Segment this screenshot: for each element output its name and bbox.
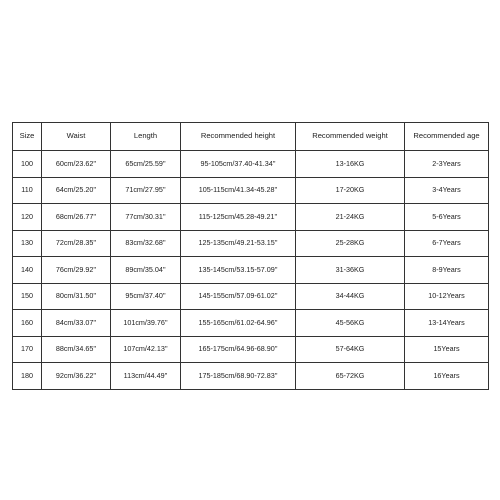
cell-length: 107cm/42.13'' <box>111 336 181 363</box>
header-recommended-height: Recommended height <box>181 123 296 151</box>
table-row <box>13 151 489 178</box>
cell-waist: 92cm/36.22'' <box>42 363 111 390</box>
cell-size: 160 <box>13 310 42 337</box>
cell-age: 5-6Years <box>405 204 489 231</box>
cell-size: 120 <box>13 204 42 231</box>
cell-size: 110 <box>13 177 42 204</box>
cell-size: 170 <box>13 336 42 363</box>
cell-height: 175-185cm/68.90-72.83'' <box>181 363 296 390</box>
cell-age: 3-4Years <box>405 177 489 204</box>
cell-age: 2-3Years <box>405 151 489 178</box>
cell-waist: 88cm/34.65'' <box>42 336 111 363</box>
cell-length: 95cm/37.40'' <box>111 283 181 310</box>
cell-height: 125-135cm/49.21-53.15'' <box>181 230 296 257</box>
cell-age: 8-9Years <box>405 257 489 284</box>
table-row <box>13 363 489 390</box>
cell-weight: 13-16KG <box>296 151 405 178</box>
cell-height: 155-165cm/61.02-64.96'' <box>181 310 296 337</box>
cell-height: 115-125cm/45.28-49.21'' <box>181 204 296 231</box>
cell-weight: 25-28KG <box>296 230 405 257</box>
table-row <box>13 257 489 284</box>
header-recommended-weight: Recommended weight <box>296 123 405 151</box>
cell-length: 83cm/32.68'' <box>111 230 181 257</box>
size-chart <box>12 122 488 390</box>
table-header-row <box>13 123 489 151</box>
cell-age: 16Years <box>405 363 489 390</box>
cell-size: 180 <box>13 363 42 390</box>
cell-size: 130 <box>13 230 42 257</box>
header-length: Length <box>111 123 181 151</box>
table-row <box>13 283 489 310</box>
cell-length: 71cm/27.95'' <box>111 177 181 204</box>
table-row <box>13 177 489 204</box>
header-recommended-age: Recommended age <box>405 123 489 151</box>
cell-waist: 76cm/29.92'' <box>42 257 111 284</box>
table-row <box>13 204 489 231</box>
cell-weight: 34-44KG <box>296 283 405 310</box>
cell-waist: 64cm/25.20'' <box>42 177 111 204</box>
size-table <box>12 122 489 390</box>
cell-length: 77cm/30.31'' <box>111 204 181 231</box>
cell-age: 10-12Years <box>405 283 489 310</box>
cell-height: 135-145cm/53.15-57.09'' <box>181 257 296 284</box>
cell-weight: 21-24KG <box>296 204 405 231</box>
cell-size: 140 <box>13 257 42 284</box>
cell-age: 6-7Years <box>405 230 489 257</box>
cell-size: 150 <box>13 283 42 310</box>
cell-weight: 45-56KG <box>296 310 405 337</box>
cell-waist: 68cm/26.77'' <box>42 204 111 231</box>
cell-age: 13-14Years <box>405 310 489 337</box>
cell-weight: 31-36KG <box>296 257 405 284</box>
cell-weight: 65-72KG <box>296 363 405 390</box>
cell-weight: 17-20KG <box>296 177 405 204</box>
table-row <box>13 310 489 337</box>
cell-age: 15Years <box>405 336 489 363</box>
cell-height: 145-155cm/57.09-61.02'' <box>181 283 296 310</box>
cell-length: 101cm/39.76'' <box>111 310 181 337</box>
cell-waist: 60cm/23.62'' <box>42 151 111 178</box>
cell-length: 89cm/35.04'' <box>111 257 181 284</box>
table-row <box>13 230 489 257</box>
cell-height: 165-175cm/64.96-68.90'' <box>181 336 296 363</box>
cell-height: 95-105cm/37.40-41.34'' <box>181 151 296 178</box>
cell-weight: 57-64KG <box>296 336 405 363</box>
header-size: Size <box>13 123 42 151</box>
header-waist: Waist <box>42 123 111 151</box>
cell-height: 105-115cm/41.34-45.28'' <box>181 177 296 204</box>
cell-waist: 80cm/31.50'' <box>42 283 111 310</box>
cell-size: 100 <box>13 151 42 178</box>
cell-waist: 72cm/28.35'' <box>42 230 111 257</box>
table-row <box>13 336 489 363</box>
cell-length: 65cm/25.59'' <box>111 151 181 178</box>
cell-length: 113cm/44.49'' <box>111 363 181 390</box>
cell-waist: 84cm/33.07'' <box>42 310 111 337</box>
